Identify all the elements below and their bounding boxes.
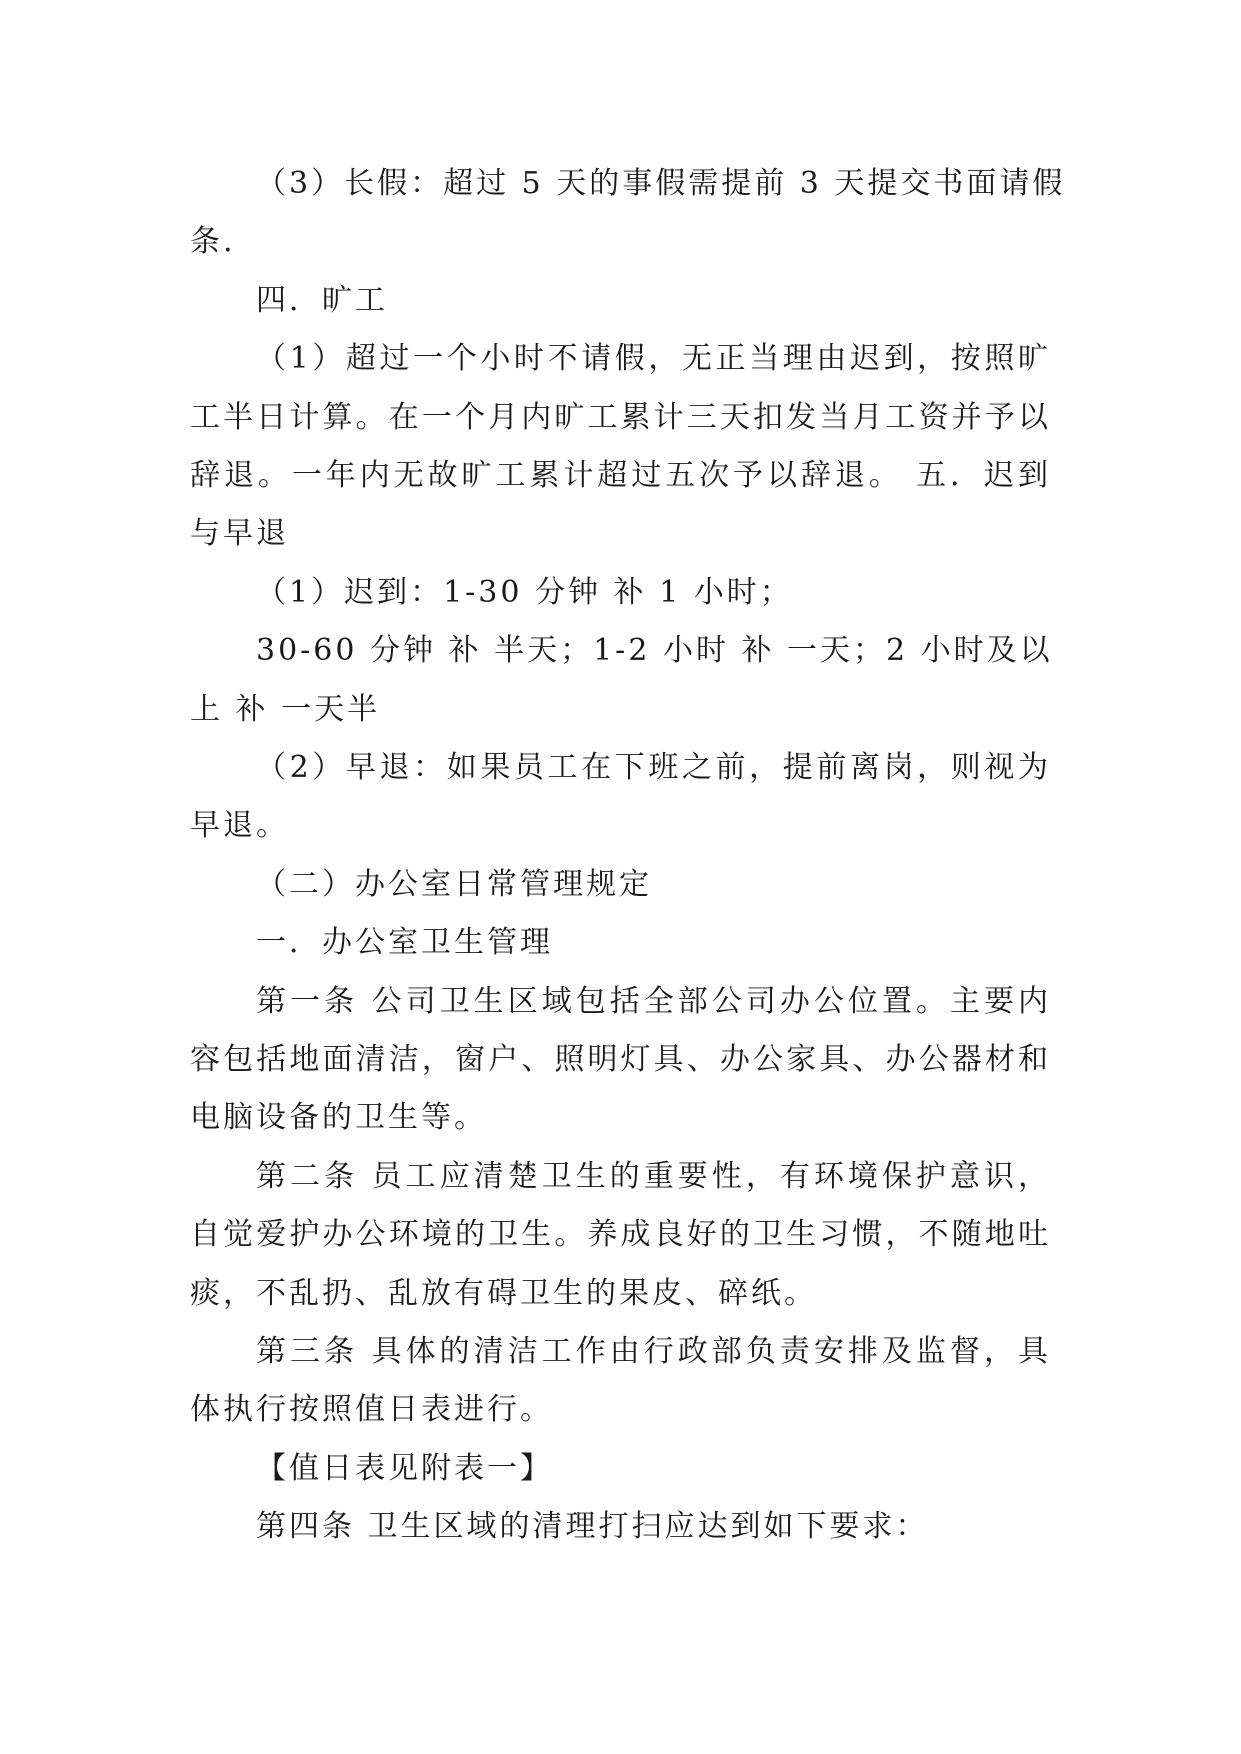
text-line: 与早退: [190, 516, 289, 552]
text-line: 电脑设备的卫生等。: [190, 1100, 487, 1136]
text-line: （1）迟到：1-30 分钟 补 1 小时；: [256, 574, 793, 610]
text-line: （1）超过一个小时不请假，无正当理由迟到，按照旷: [256, 341, 1051, 377]
text-line: 早退。: [190, 808, 289, 844]
text-line: 一．办公室卫生管理: [256, 925, 553, 961]
text-line: （二）办公室日常管理规定: [256, 866, 652, 902]
text-line: 工半日计算。在一个月内旷工累计三天扣发当月工资并予以: [190, 399, 1051, 435]
text-line: 痰，不乱扔、乱放有碍卫生的果皮、碎纸。: [190, 1275, 817, 1311]
text-line: 第三条 具体的清洁工作由行政部负责安排及监督，具: [256, 1334, 1051, 1369]
text-line: 四．旷工: [256, 282, 388, 318]
text-line: 【值日表见附表一】: [256, 1450, 553, 1486]
text-line: 30-60 分钟 补 半天；1-2 小时 补 一天；2 小时及以: [256, 633, 1053, 669]
text-line: 体执行按照值日表进行。: [190, 1392, 553, 1428]
text-line: 第二条 员工应清楚卫生的重要性，有环境保护意识，: [256, 1158, 1051, 1194]
text-line: 自觉爱护办公环境的卫生。养成良好的卫生习惯，不随地吐: [190, 1217, 1051, 1253]
text-line: 第一条 公司卫生区域包括全部公司办公位置。主要内: [256, 983, 1051, 1019]
text-line: 容包括地面清洁，窗户、照明灯具、办公家具、办公器材和: [190, 1042, 1051, 1077]
text-line: 条.: [190, 224, 236, 260]
text-line: （3）长假：超过 5 天的事假需提前 3 天提交书面请假: [256, 166, 1066, 201]
text-line: 第四条 卫生区域的清理打扫应达到如下要求：: [256, 1509, 929, 1545]
text-line: 上 补 一天半: [190, 691, 381, 727]
text-line: （2）早退：如果员工在下班之前，提前离岗，则视为: [256, 750, 1051, 785]
text-line: 辞退。一年内无故旷工累计超过五次予以辞退。 五．迟到: [190, 458, 1051, 493]
